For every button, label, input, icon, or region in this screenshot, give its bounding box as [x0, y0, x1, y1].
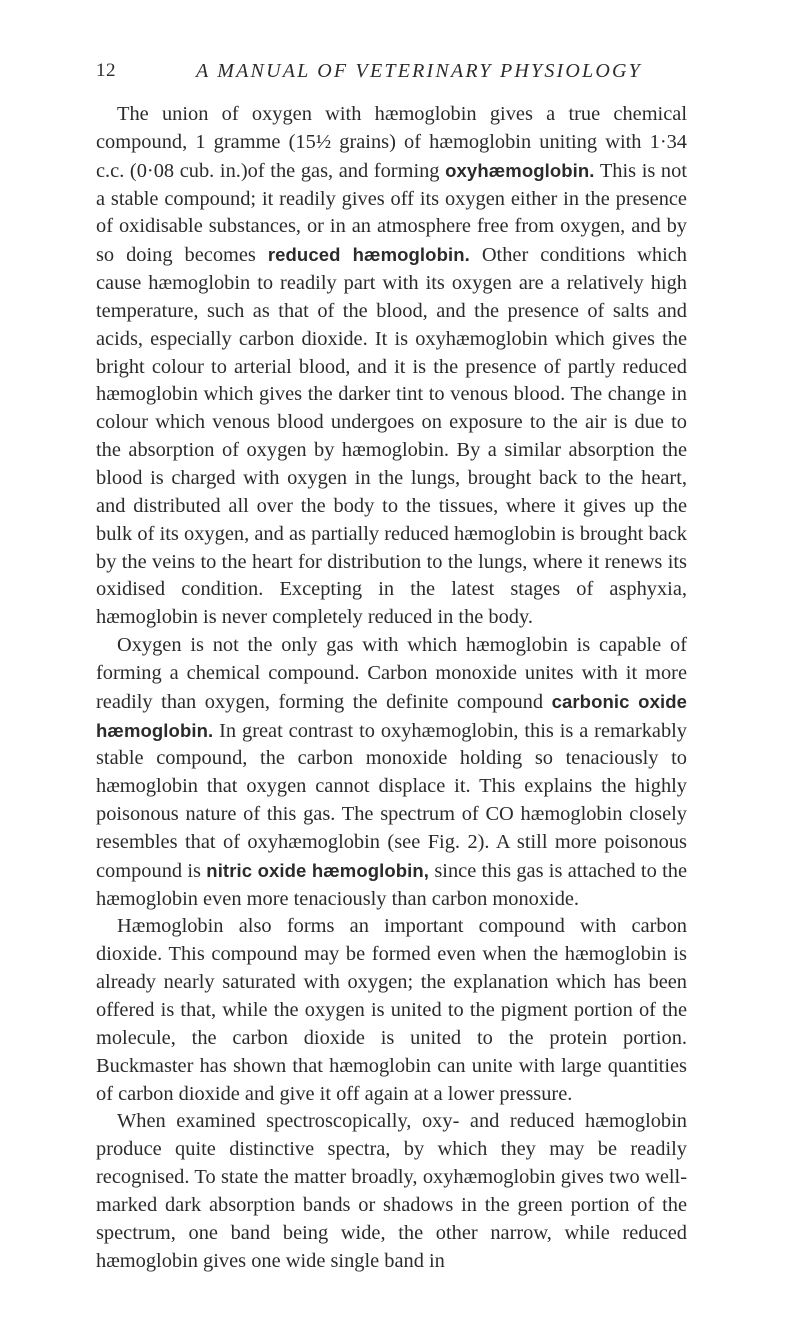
paragraph-text: In great contrast to oxyhæmoglobin, this is a remarkably stable compound, the carbon monoxide holding so tenaciously to hæmoglobin that oxygen cannot displace it. This explains the highly poisonous nature of this gas. The spectrum of CO hæmoglobin closely resembles that of oxyhæmoglobin (see Fig. 2). A still more poisonous compound is — [96, 719, 687, 882]
term-carbonic-oxide-haemoglobin: carbonic oxide hæmoglobin. — [96, 690, 688, 741]
term-nitric-oxide-haemoglobin: nitric oxide hæmoglobin, — [206, 859, 430, 881]
paragraph-text: Oxygen is not the only gas with which hæmoglobin is capable of forming a chemical compound. Carbon monoxide unites with it more readily than oxygen, forming the definite compound — [96, 634, 687, 713]
page-header — [96, 60, 686, 90]
running-title: A MANUAL OF VETERINARY PHYSIOLOGY — [196, 60, 642, 82]
paragraph-text: The union of oxygen with hæmoglobin gives a true chemical compound, 1 gramme (15½ grains) of hæmoglobin uniting with 1·34 c.c. (0·08 cub. in.)of the gas, and forming — [96, 103, 687, 182]
term-reduced-haemoglobin: reduced hæmoglobin. — [267, 244, 470, 266]
page-number: 12 — [96, 60, 116, 81]
paragraph-oxyhaemoglobin — [96, 101, 687, 632]
paragraph-spectroscopy — [96, 1108, 687, 1275]
paragraph-text: Other conditions which cause hæmoglobin to readily part with its oxygen are a relatively high temperature, such as that of the blood, and the presence of salts and acids, especially carbon dioxide. It is oxyhæmoglobin which gives the bright colour to arterial blood, and it is the presence of partly reduced hæmoglobin which gives the darker tint to venous blood. The change in colour which venous blood undergoes on exposure to the air is due to the absorption of oxygen by hæmoglobin. By a similar absorption the blood is charged with oxygen in the lungs, brought back to the heart, and distributed all over the body to the tissues, where it gives up the bulk of its oxygen, and as partially reduced hæmoglobin is brought back by the veins to the heart for distribution to the lungs, where it renews its oxidised condition. Excepting in the latest stages of asphyxia, hæmoglobin is never completely reduced in the body. — [96, 244, 687, 629]
paragraph-text: Hæmoglobin also forms an important compound with carbon dioxide. This compound may be formed even when the hæmoglobin is already nearly saturated with oxygen; the explanation which has been offered is that, while the oxygen is united to the pigment portion of the molecule, the carbon dioxide is united to the protein portion. Buckmaster has shown that hæmoglobin can unite with large quantities of carbon dioxide and give it off again at a lower pressure. — [96, 915, 687, 1105]
paragraph-text: since this gas is attached to the hæmoglobin even more tenaciously than carbon monoxide. — [96, 859, 687, 910]
term-oxyhaemoglobin: oxyhæmoglobin. — [445, 159, 595, 181]
body-text — [96, 101, 687, 1275]
paragraph-text: This is not a stable compound; it readily gives off its oxygen either in the presence of oxidisable substances, or in an atmosphere free from oxygen, and by so doing becomes — [96, 159, 687, 267]
paragraph-carbon-monoxide — [96, 632, 687, 913]
paragraph-carbon-dioxide — [96, 913, 687, 1108]
paragraph-text: When examined spectroscopically, oxy- and reduced hæmoglobin produce quite distinctive spectra, by which they may be readily recognised. To state the matter broadly, oxyhæmoglobin gives two well-marked dark absorption bands or shadows in the green portion of the spectrum, one band being wide, the other narrow, while reduced hæmoglobin gives one wide single band in — [96, 1110, 687, 1272]
